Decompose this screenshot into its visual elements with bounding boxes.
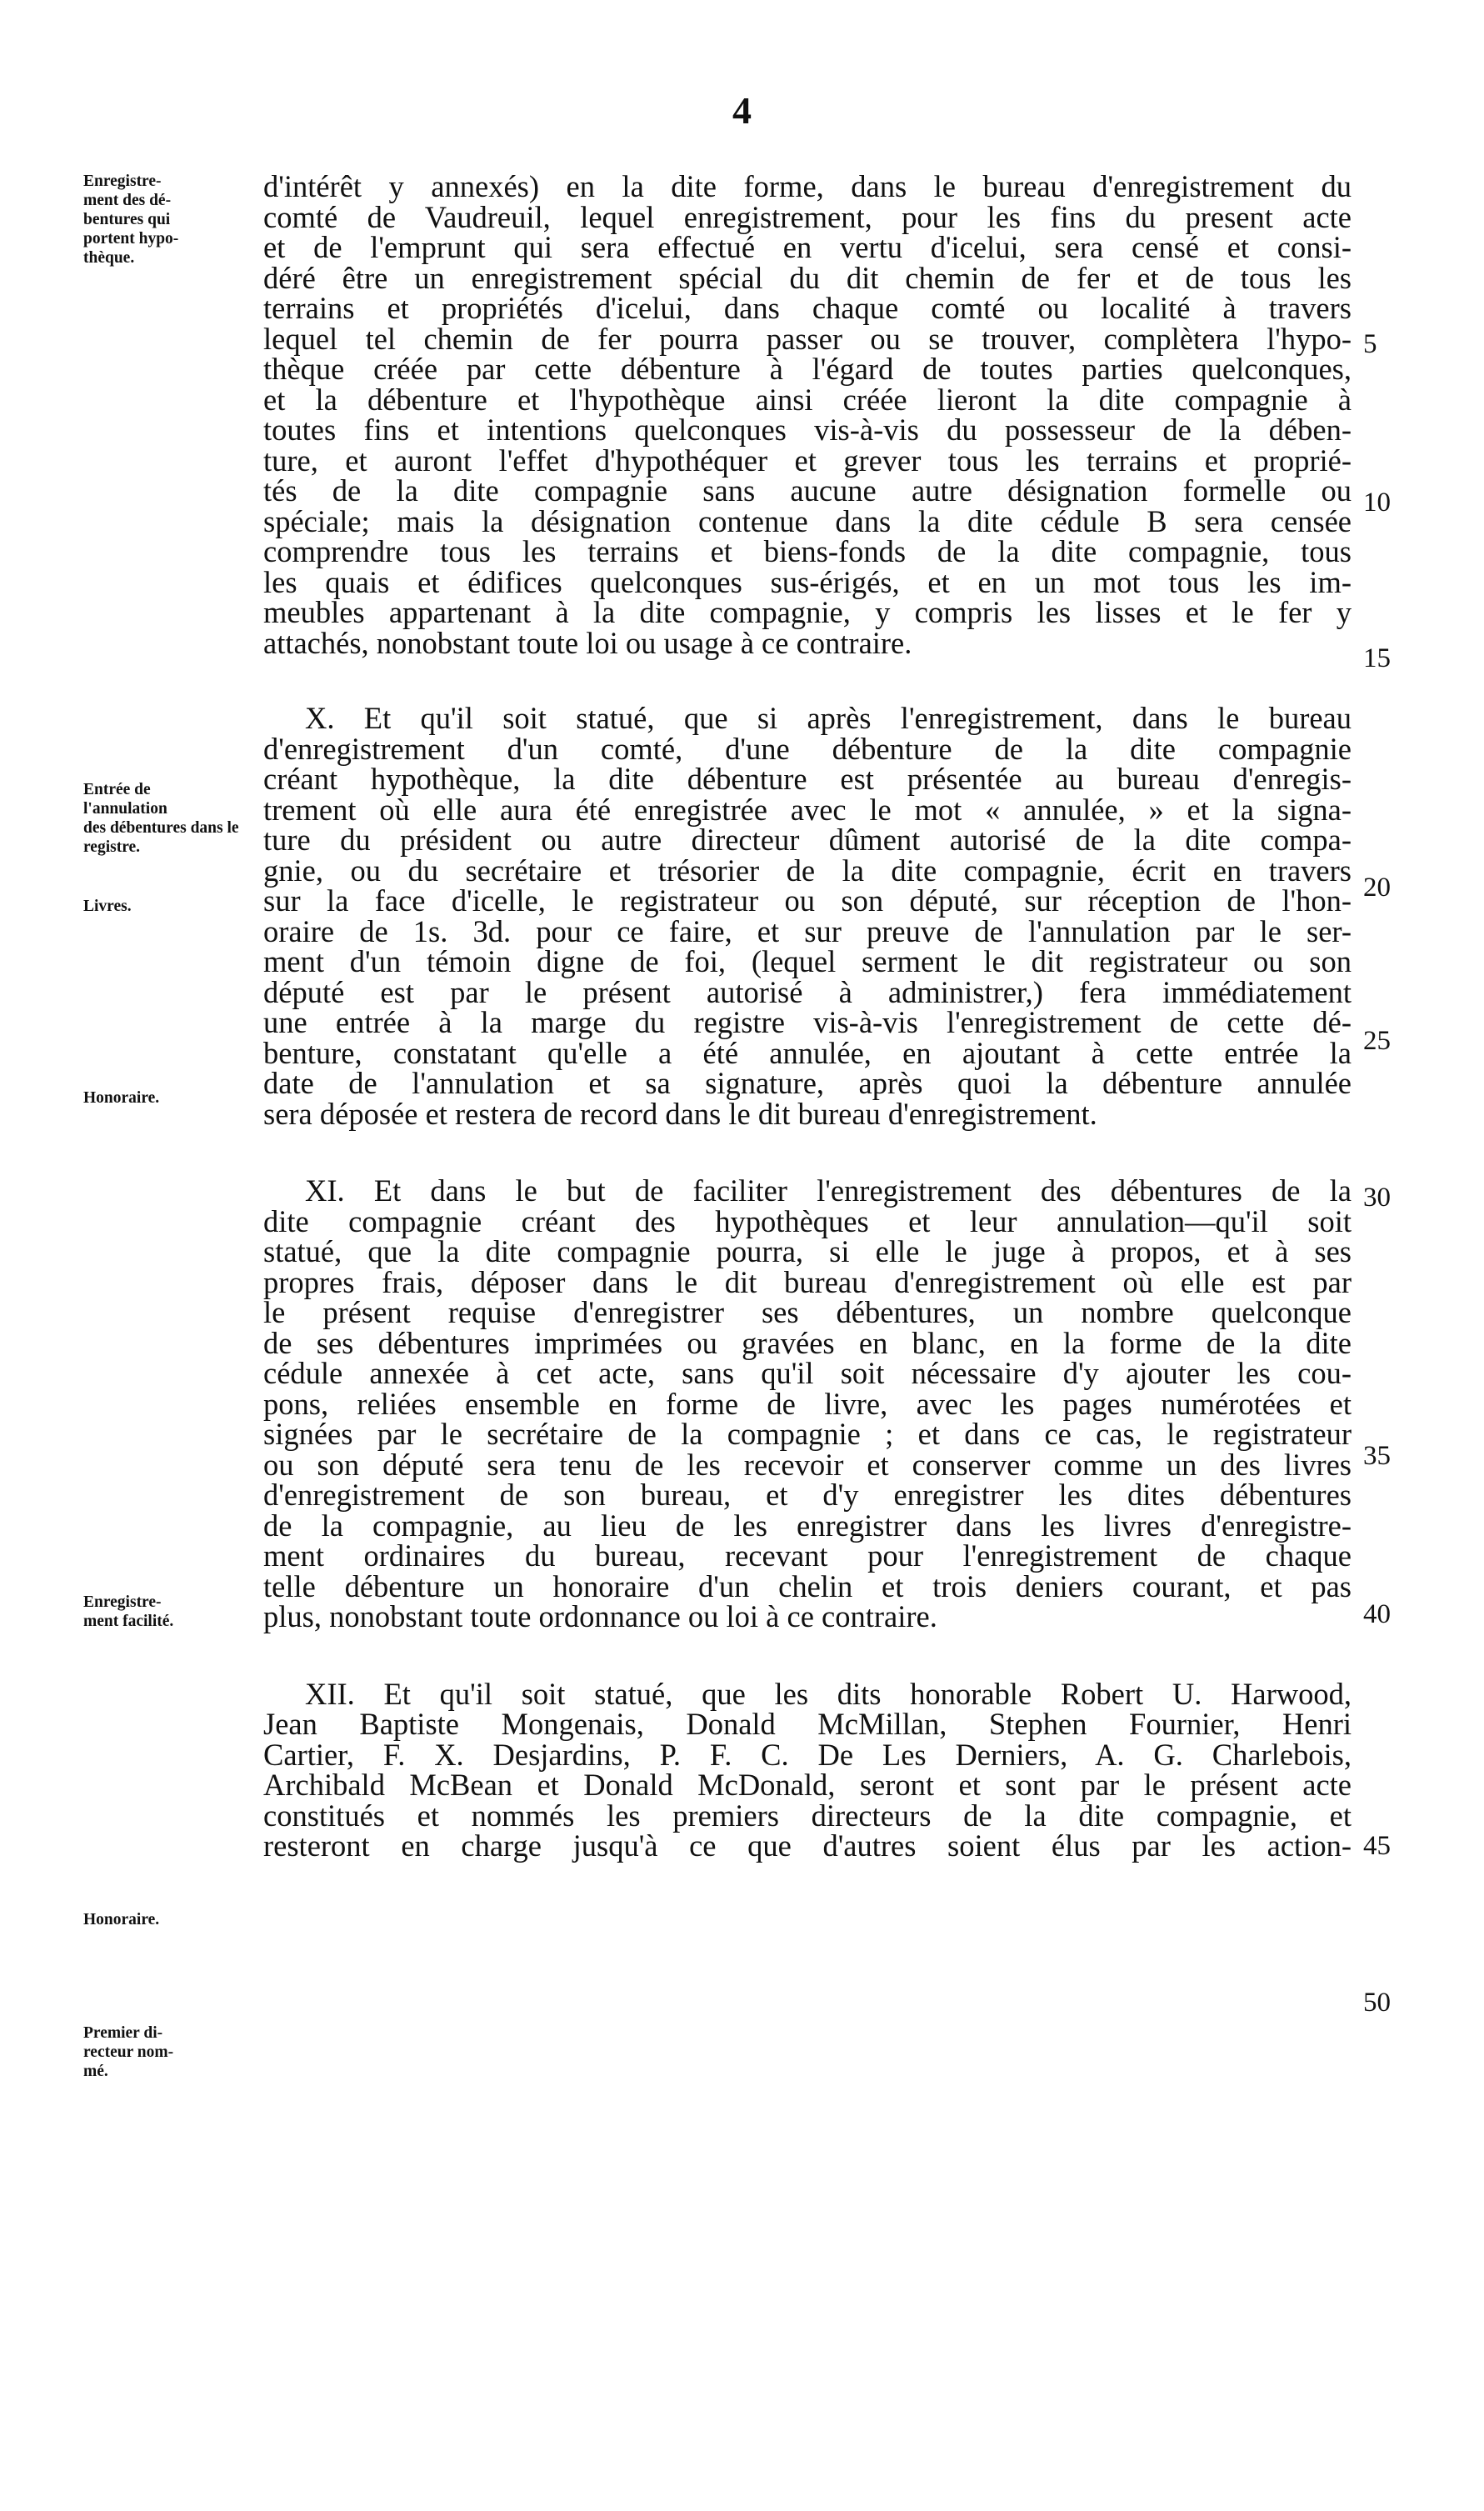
text-line: lequel tel chemin de fer pourra passer ou se trouver, complètera l'hypo- <box>263 321 1352 356</box>
line-number: 40 <box>1363 1599 1391 1629</box>
margin-note-honoraire: Honoraire. <box>83 1089 160 1107</box>
text-line: créant hypothèque, la dite débenture est présentée au bureau d'enregis- <box>263 762 1352 796</box>
text-line: ou son député sera tenu de les recevoir et conserver comme un des livres <box>263 1447 1352 1482</box>
text-line: statué, que la dite compagnie pourra, si elle le juge à propos, et à ses <box>263 1234 1352 1268</box>
text-line: déré être un enregistrement spécial du dit chemin de fer et de tous les <box>263 260 1352 295</box>
text-line: d'enregistrement d'un comté, d'une débenture de la dite compagnie <box>263 731 1352 766</box>
page-number: 4 <box>732 89 752 132</box>
text-line: toutes fins et intentions quelconques vis-à-vis du possesseur de la dében- <box>263 413 1352 447</box>
text-line: comté de Vaudreuil, lequel enregistrement, pour les fins du present acte <box>263 199 1352 234</box>
margin-note-enregistrement: Enregistre- ment des dé- bentures qui portent hypo- thèque. <box>83 173 179 267</box>
text-line: Cartier, F. X. Desjardins, P. F. C. De Les Derniers, A. G. Charlebois, <box>263 1737 1352 1772</box>
text-line: X. Et qu'il soit statué, que si après l'enregistrement, dans le bureau <box>305 701 1352 735</box>
text-line: Jean Baptiste Mongenais, Donald McMillan, Stephen Fournier, Henri <box>263 1707 1352 1741</box>
text-line: plus, nonobstant toute ordonnance ou loi à ce contraire. <box>263 1599 937 1633</box>
margin-note-honoraire-2: Honoraire. <box>83 1911 160 1928</box>
line-number: 50 <box>1363 1988 1391 2018</box>
paragraph-3 <box>263 1173 1352 1633</box>
text-line: sur la face d'icelle, le registrateur ou son député, sur réception de l'hon- <box>263 883 1352 918</box>
text-line: pons, reliées ensemble en forme de livre, avec les pages numérotées et <box>263 1386 1352 1421</box>
text-line: attachés, nonobstant toute loi ou usage à ce contraire. <box>263 625 912 660</box>
text-line: spéciale; mais la désignation contenue dans la dite cédule B sera censée <box>263 503 1352 538</box>
line-number: 35 <box>1363 1441 1391 1471</box>
text-line: d'enregistrement de son bureau, et d'y enregistrer les dites débentures <box>263 1478 1352 1512</box>
text-line: de ses débentures imprimées ou gravées en blanc, en la forme de la dite <box>263 1325 1352 1360</box>
margin-note-enregistrement-facilite: Enregistre- ment facilité. <box>83 1593 174 1630</box>
text-line: resteront en charge jusqu'à ce que d'autres soient élus par les action- <box>263 1828 1352 1863</box>
text-line: et la débenture et l'hypothèque ainsi créée lieront la dite compagnie à <box>263 382 1352 417</box>
line-number: 5 <box>1363 329 1377 359</box>
margin-note-premier-directeur: Premier di- recteur nom- mé. <box>83 2024 174 2080</box>
text-line: une entrée à la marge du registre vis-à-vis l'enregistrement de cette dé- <box>263 1005 1352 1039</box>
text-line: propres frais, déposer dans le dit bureau d'enregistrement où elle est par <box>263 1264 1352 1299</box>
text-line: meubles appartenant à la dite compagnie, y compris les lisses et le fer y <box>263 595 1352 629</box>
text-line: comprendre tous les terrains et biens-fonds de la dite compagnie, tous <box>263 534 1352 568</box>
line-number: 15 <box>1363 643 1391 673</box>
text-line: cédule annexée à cet acte, sans qu'il soit nécessaire d'y ajouter les cou- <box>263 1356 1352 1390</box>
text-line: dite compagnie créant des hypothèques et leur annulation—qu'il soit <box>263 1203 1352 1238</box>
text-line: XII. Et qu'il soit statué, que les dits honorable Robert U. Harwood, <box>305 1676 1352 1711</box>
paragraph-1 <box>263 169 1352 660</box>
text-line: ment d'un témoin digne de foi, (lequel serment le dit registrateur ou son <box>263 944 1352 978</box>
text-line: député est par le présent autorisé à administrer,) fera immédiatement <box>263 974 1352 1009</box>
margin-notes <box>83 172 258 2080</box>
margin-note-livres: Livres. <box>83 898 132 915</box>
text-line: ture, et auront l'effet d'hypothéquer et grever tous les terrains et proprié- <box>263 443 1352 478</box>
text-line: ment ordinaires du bureau, recevant pour l'enregistrement de chaque <box>263 1538 1352 1573</box>
line-number: 20 <box>1363 873 1391 903</box>
text-line: le présent requise d'enregistrer ses débentures, un nombre quelconque <box>263 1295 1352 1329</box>
line-number: 45 <box>1363 1831 1391 1861</box>
text-line: terrains et propriétés d'icelui, dans chaque comté ou localité à travers <box>263 291 1352 325</box>
text-line: benture, constatant qu'elle a été annulée, en ajoutant à cette entrée la <box>263 1035 1352 1070</box>
text-line: d'intérêt y annexés) en la dite forme, dans le bureau d'enregistrement du <box>263 169 1352 203</box>
paragraph-2 <box>263 703 1352 1129</box>
paragraph-4 <box>263 1676 1352 1863</box>
text-line: de la compagnie, au lieu de les enregistrer dans les livres d'enregistre- <box>263 1508 1352 1543</box>
text-line: sera déposée et restera de record dans le dit bureau d'enregistrement. <box>263 1096 1097 1131</box>
line-numbers <box>1363 172 1413 2018</box>
text-line: signées par le secrétaire de la compagnie ; et dans ce cas, le registrateur <box>263 1417 1352 1451</box>
text-line: XI. Et dans le but de faciliter l'enregistrement des débentures de la <box>305 1173 1352 1208</box>
text-line: Archibald McBean et Donald McDonald, seront et sont par le présent acte <box>263 1768 1352 1802</box>
text-line: thèque créée par cette débenture à l'égard de toutes parties quelconques, <box>263 352 1352 386</box>
text-line: oraire de 1s. 3d. pour ce faire, et sur preuve de l'annulation par le ser- <box>263 913 1352 948</box>
line-number: 10 <box>1363 488 1391 518</box>
text-line: gnie, ou du secrétaire et trésorier de la dite compagnie, écrit en travers <box>263 853 1352 888</box>
text-line: trement où elle aura été enregistrée avec le mot « annulée, » et la signa- <box>263 792 1352 827</box>
line-number: 25 <box>1363 1026 1391 1056</box>
text-line: telle débenture un honoraire d'un chelin et trois deniers courant, et pas <box>263 1568 1352 1603</box>
text-line: date de l'annulation et sa signature, après quoi la débenture annulée <box>263 1066 1352 1100</box>
body-text <box>263 169 1352 1863</box>
text-line: et de l'emprunt qui sera effectué en vertu d'icelui, sera censé et consi- <box>263 230 1352 264</box>
text-line: les quais et édifices quelconques sus-érigés, et en un mot tous les im- <box>263 564 1352 599</box>
line-number: 30 <box>1363 1183 1391 1213</box>
text-line: ture du président ou autre directeur dûment autorisé de la dite compa- <box>263 823 1352 857</box>
text-line: constitués et nommés les premiers directeurs de la dite compagnie, et <box>263 1798 1352 1833</box>
margin-note-annulation: Entrée de l'annulation des débentures dans le registre. <box>83 781 239 856</box>
text-line: tés de la dite compagnie sans aucune autre désignation formelle ou <box>263 473 1352 508</box>
